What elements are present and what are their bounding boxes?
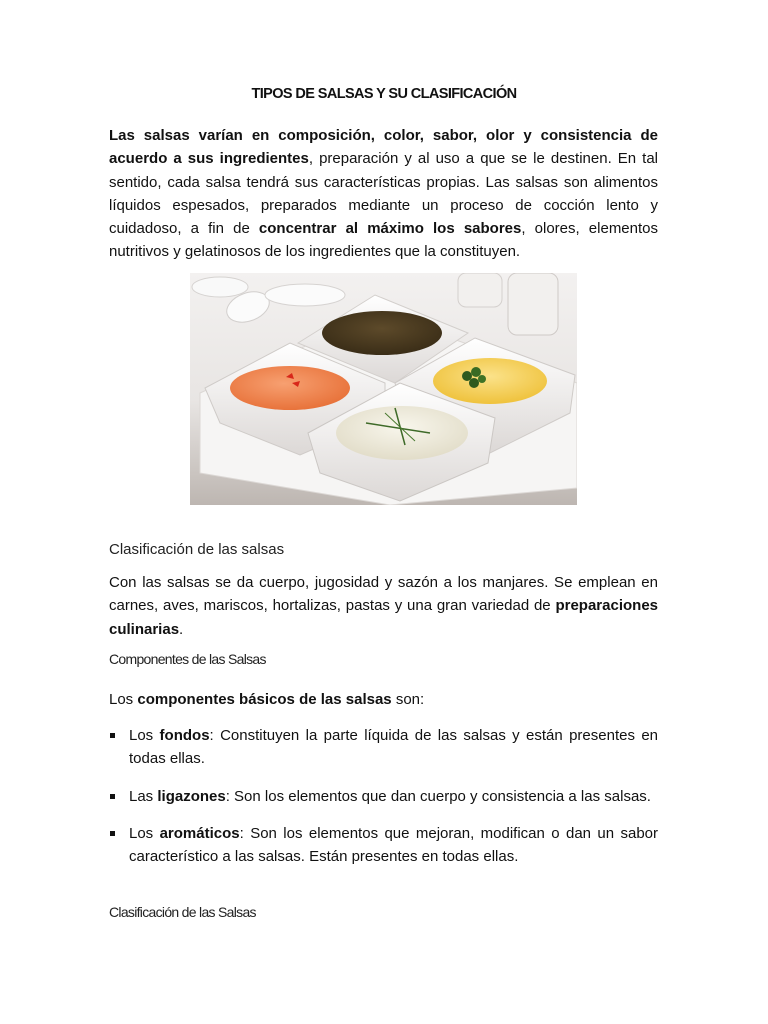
sauces-photo [190, 273, 577, 505]
clasificacion-text-2: . [179, 620, 184, 638]
list-item-text: : Constituyen la parte líquida de las salsas y están presentes en todas ellas. [129, 727, 658, 768]
square-bullet-icon [110, 733, 115, 738]
componentes-list [109, 724, 658, 882]
list-item-bold: ligazones [157, 787, 226, 805]
list-item-aromaticos [109, 822, 658, 869]
list-item-prefix: Los [129, 727, 160, 744]
componentes-lead-prefix: Los [109, 691, 138, 708]
list-item-text: : Son los elementos que dan cuerpo y consistencia a las salsas. [225, 787, 651, 805]
sauces-photo-illustration [190, 273, 577, 505]
list-item-prefix: Las [129, 787, 158, 805]
intro-bold-lead: Las salsas varían en composición, color, sabor, olor y consistencia de acuerdo a sus ingredientes [109, 127, 658, 168]
list-item-bold: fondos [159, 727, 210, 744]
intro-paragraph [109, 124, 658, 264]
square-bullet-icon [110, 794, 115, 799]
section-heading-clasificacion: Clasificación de las salsas [109, 541, 285, 558]
square-bullet-icon [110, 831, 115, 836]
list-item-prefix: Los [129, 824, 160, 842]
clasificacion-paragraph [109, 571, 658, 641]
clasificacion-bold: preparaciones culinarias [109, 597, 658, 638]
list-item-ligazones [109, 785, 658, 808]
intro-text-2: , olores, elementos nutritivos y gelatinosos de los ingredientes que la constituyen. [109, 220, 659, 261]
list-item-text: : Son los elementos que mejoran, modifican o dan un sabor característico a las salsas. Están presentes en todas ellas. [129, 824, 658, 866]
intro-bold-mid: concentrar al máximo los sabores [258, 220, 522, 238]
intro-text-1: , preparación y al uso a que se le destinen. En tal sentido, cada salsa tendrá sus características propias. Las salsas son alimentos líquidos espesados, preparados mediante un proceso de cocción lento y cuidadoso, a fin de [109, 150, 659, 238]
section-heading-clasificacion-salsas: Clasificación de las Salsas [109, 904, 256, 920]
componentes-lead-bold: componentes básicos de las salsas [137, 691, 392, 708]
componentes-lead-suffix: son: [391, 691, 425, 708]
componentes-lead [109, 688, 658, 711]
document-title: TIPOS DE SALSAS Y SU CLASIFICACIÓN [251, 86, 517, 102]
list-item-fondos [109, 724, 658, 771]
list-item-bold: aromáticos [159, 824, 240, 842]
section-heading-componentes: Componentes de las Salsas [109, 651, 266, 667]
clasificacion-text-1: Con las salsas se da cuerpo, jugosidad y sazón a los manjares. Se emplean en carnes, aves, mariscos, hortalizas, pastas y una gran variedad de [109, 574, 658, 615]
